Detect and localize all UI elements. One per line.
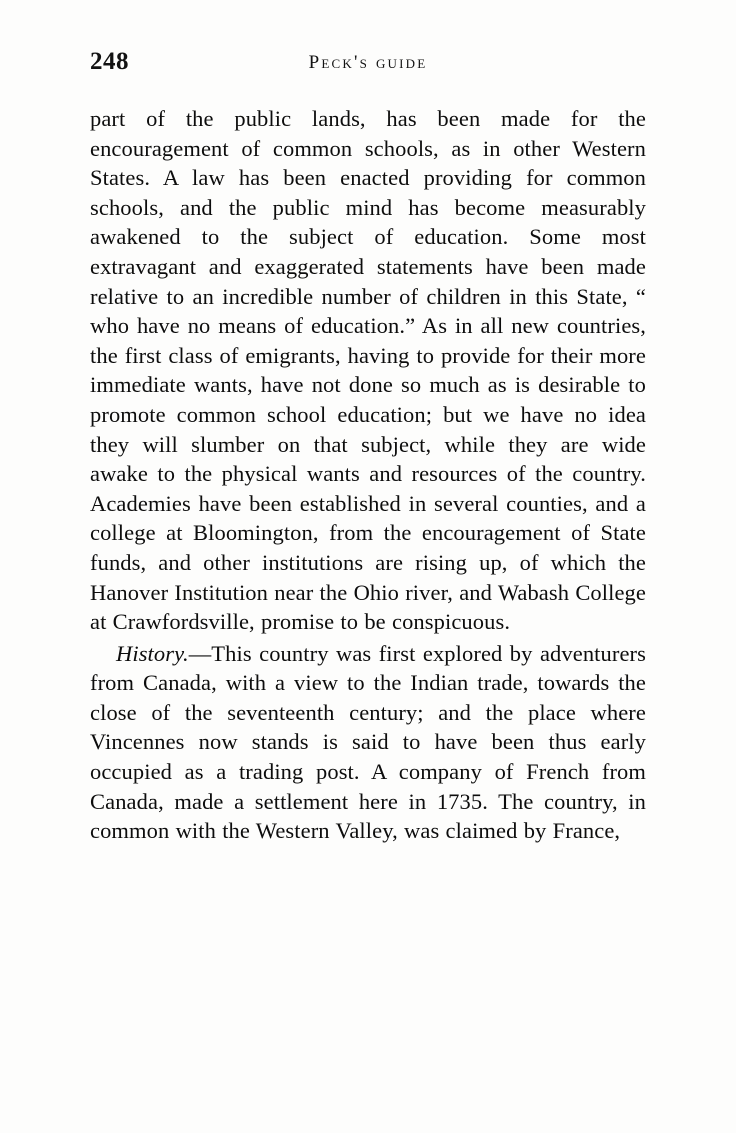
page-header — [90, 48, 646, 82]
page-number: 248 — [90, 48, 129, 75]
paragraph-history — [90, 639, 646, 846]
paragraph-history-text: —This country was first explored by adventurers from Canada, with a view to the Indian trade, towards the close of the seventeenth century; and the place where Vincennes now stands is said to have been thus early occupied as a trading post. A company of French from Canada, made a settlement here in 1735. The country, in common with the Western Valley, was claimed by France, — [90, 640, 646, 844]
run-in-heading: History. — [116, 640, 189, 666]
running-head: peck's guide — [308, 52, 428, 73]
paragraph-education: part of the public lands, has been made for the encouragement of common schools, as in other Western States. A law has been enacted providing for common schools, and the public mind has become measurably awakened to the subject of education. Some most extravagant and exaggerated statements have been made relative to an incredible number of children in this State, “ who have no means of education.” As in all new countries, the first class of emigrants, having to provide for their more immediate wants, have not done so much as is desirable to promote common school education; but we have no idea they will slumber on that subject, while they are wide awake to the physical wants and resources of the country. Academies have been established in several counties, and a college at Bloomington, from the encouragement of State funds, and other institutions are rising up, of which the Hanover Institution near the Ohio river, and Wabash College at Crawfordsville, promise to be conspicuous. — [90, 106, 646, 635]
page-body — [90, 104, 646, 846]
